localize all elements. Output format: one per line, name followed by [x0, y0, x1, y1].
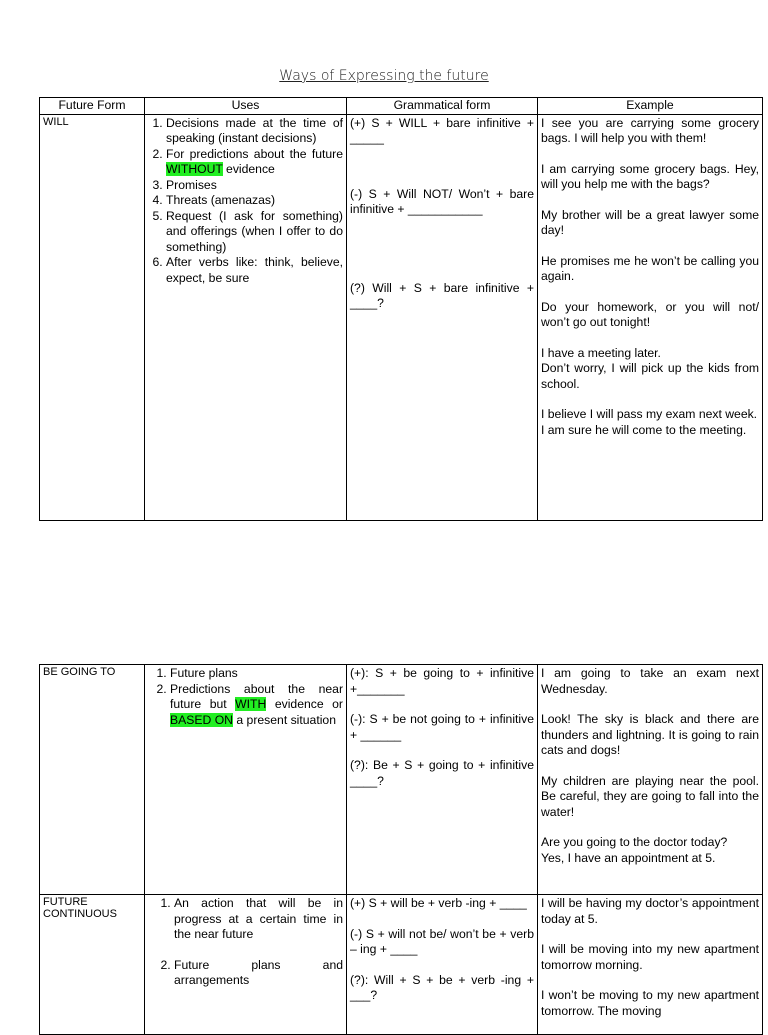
grammar-question: (?): Will + S + be + verb -ing + ___? — [350, 972, 534, 1002]
highlight-based-on: BASED ON — [170, 712, 233, 727]
grammar-cell — [347, 114, 538, 520]
highlight-without: WITHOUT — [166, 162, 223, 176]
example-cell — [538, 665, 763, 895]
grammar-negative: (-) S + will not be/ won’t be + verb – ing + ____ — [350, 926, 534, 956]
uses-list — [148, 666, 343, 728]
example-text: Do your homework, or you will not/ won’t go out tonight! — [541, 299, 759, 329]
table-row — [40, 895, 763, 1035]
example-text: Are you going to the doctor today? — [541, 835, 728, 849]
grammar-affirmative: (+) S + will be + verb -ing + ____ — [350, 896, 527, 910]
list-item: 3. Promises — [166, 178, 343, 194]
example-text: I see you are carrying some grocery bags. I will help you with them! — [541, 115, 759, 145]
example-text: I am carrying some grocery bags. Hey, will you help me with the bags? — [541, 161, 759, 191]
page-title: Ways of Expressing the future — [279, 68, 489, 84]
uses-list — [148, 116, 343, 287]
table-row — [40, 114, 763, 520]
list-item: 4. Threats (amenazas) — [166, 193, 343, 209]
future-form-cell — [40, 114, 145, 520]
grammar-affirmative: (+) S + WILL + bare infinitive + _____ — [350, 115, 534, 145]
example-text: I will be having my doctor’s appointment today at 5. — [541, 896, 759, 926]
header-example: Example — [538, 98, 763, 115]
future-forms-table-continued — [39, 664, 763, 1035]
grammar-affirmative: (+): S + be going to + infinitive +_______ — [350, 666, 534, 696]
list-item: 2. Future plans and arrangements — [174, 958, 343, 989]
grammar-question: (?): Be + S + going to + infinitive ____? — [350, 758, 534, 788]
grammar-cell — [347, 895, 538, 1035]
example-text: I am sure he will come to the meeting. — [541, 422, 747, 437]
future-form-label: WILL — [43, 115, 69, 128]
list-item: 5. Request (I ask for something) and offerings (when I offer to do something) — [166, 209, 343, 256]
header-grammatical-form: Grammatical form — [347, 98, 538, 115]
header-uses: Uses — [145, 98, 347, 115]
header-future-form: Future Form — [40, 98, 145, 115]
example-text: I won’t be moving to my new apartment tomorrow. The moving — [541, 988, 759, 1018]
future-form-label: BE GOING TO — [43, 666, 116, 678]
example-text: I will be moving into my new apartment tomorrow morning. — [541, 942, 759, 972]
list-item: 2. Predictions about the near future but WITH evidence or BASED ON a present situation — [170, 682, 343, 729]
grammar-negative: (-) S + Will NOT/ Won’t + bare infinitive + ___________ — [350, 186, 534, 216]
example-text: My children are playing near the pool. Be careful, they are going to fall into the water! — [541, 773, 759, 819]
grammar-negative: (-): S + be not going to + infinitive + ______ — [350, 712, 534, 742]
list-item: 2. For predictions about the future WITHOUT evidence — [166, 147, 343, 178]
example-text: He promises me he won’t be calling you again. — [541, 253, 759, 283]
list-item: 1. Decisions made at the time of speaking (instant decisions) — [166, 116, 343, 147]
example-text: I have a meeting later. — [541, 345, 661, 360]
future-form-cell — [40, 895, 145, 1035]
uses-cell — [145, 665, 347, 895]
highlight-with: WITH — [235, 697, 267, 711]
future-form-label: FUTURE CONTINUOUS — [43, 896, 117, 920]
list-item: 1. An action that will be in progress at a certain time in the near future — [174, 896, 343, 943]
future-forms-table-will — [39, 97, 763, 521]
header-row — [40, 98, 763, 115]
list-item: 1. Future plans — [170, 666, 343, 682]
example-cell — [538, 114, 763, 520]
grammar-cell — [347, 665, 538, 895]
list-item: 6. After verbs like: think, believe, expect, be sure — [166, 255, 343, 286]
future-form-cell — [40, 665, 145, 895]
uses-cell — [145, 895, 347, 1035]
example-text: Don’t worry, I will pick up the kids from school. — [541, 361, 759, 391]
example-cell — [538, 895, 763, 1035]
table-row — [40, 665, 763, 895]
uses-cell — [145, 114, 347, 520]
example-text: Yes, I have an appointment at 5. — [541, 850, 716, 865]
example-text: My brother will be a great lawyer some day! — [541, 207, 759, 237]
uses-list — [148, 896, 343, 989]
grammar-question: (?) Will + S + bare infinitive + ____? — [350, 280, 534, 310]
example-text: Look! The sky is black and there are thunders and lightning. It is going to rain cats and dogs! — [541, 712, 759, 757]
example-text: I believe I will pass my exam next week. — [541, 407, 758, 421]
example-text: I am going to take an exam next Wednesday. — [541, 666, 759, 696]
